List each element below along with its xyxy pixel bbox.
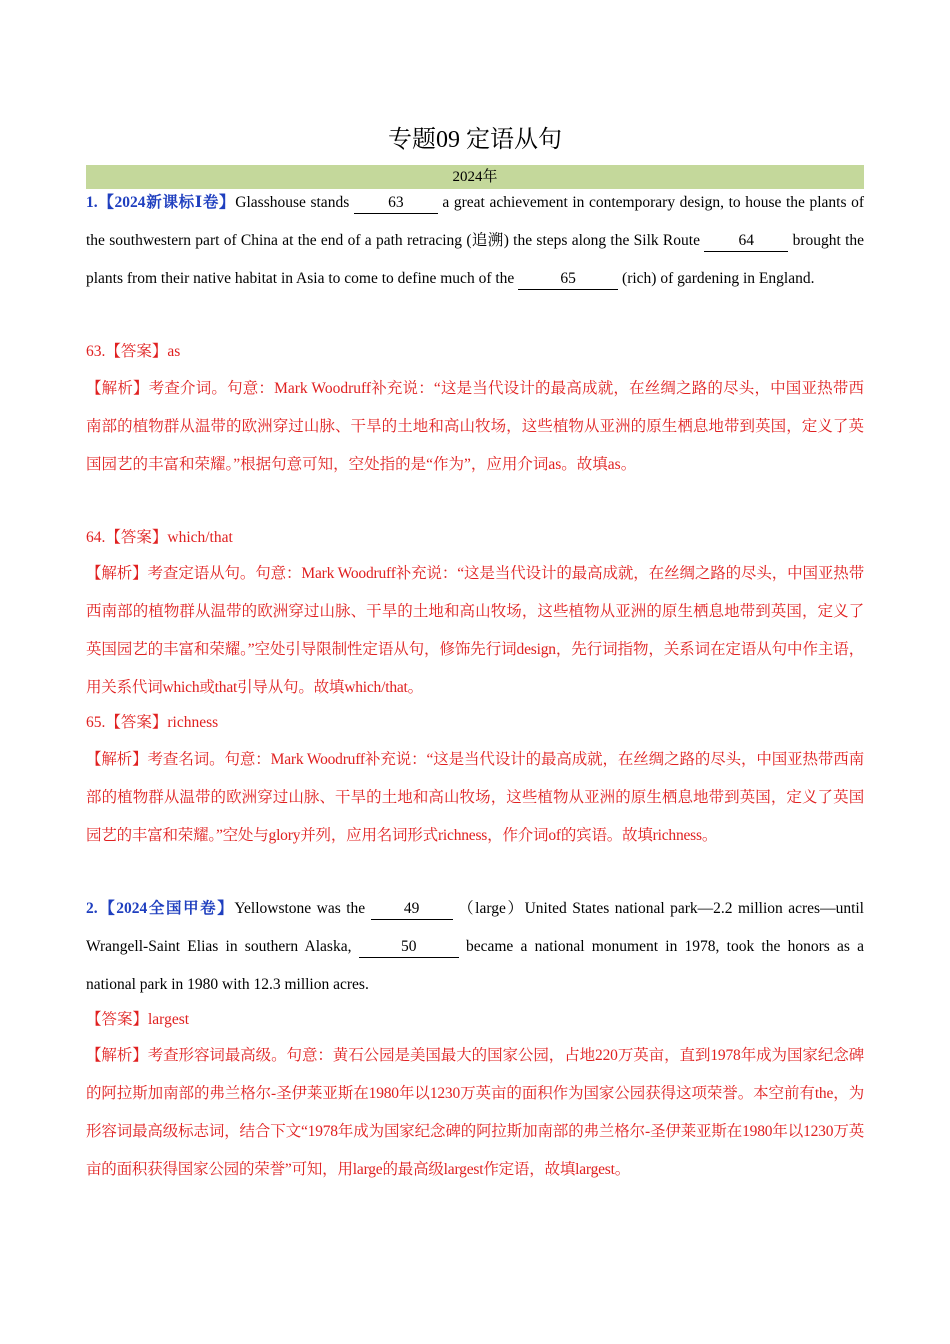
page-title: 专题09 定语从句: [388, 127, 562, 153]
blank-63: 63: [354, 193, 438, 214]
question-2-source: 【2024全国甲卷】: [97, 900, 235, 917]
question-2-text-b: （large）United States national park—2.2 million acres—until Wrangell-Saint Elias in southern Alaska,: [86, 900, 864, 955]
question-1-text-a: Glasshouse stands: [235, 194, 350, 211]
answer-2: 【答案】largest: [86, 1011, 190, 1028]
analysis-63: 【解析】考查介词。句意：Mark Woodruff补充说：“这是当代设计的最高成就，在丝绸之路的尽头，中国亚热带西南部的植物群从温带的欧洲穿过山脉、干旱的土地和高山牧场，这些植物从亚洲的原生栖息地带到英国，定义了英国园艺的丰富和荣耀。”根据句意可知，空处指的是“作为”，应用介词as。故填as。: [86, 380, 864, 473]
question-1-text-c: brought the plants from their native habitat in Asia to come to define much of the: [86, 232, 865, 287]
blank-49: 49: [371, 899, 453, 920]
blank-64: 64: [704, 231, 788, 252]
analysis-2: 【解析】考查形容词最高级。句意：黄石公园是美国最大的国家公园，占地220万英亩，直到1978年成为国家纪念碑的阿拉斯加南部的弗兰格尔-圣伊莱亚斯在1980年以1230万英亩的面积作为国家公园获得这项荣誉。本空前有the，为形容词最高级标志词，结合下文“1978年成为国家纪念碑的阿拉斯加南部的弗兰格尔-圣伊莱亚斯在1980年以1230万英亩的面积获得国家公园的荣誉”可知，用large的最高级largest作定语，故填largest。: [86, 1047, 864, 1178]
blank-50: 50: [359, 937, 459, 958]
blank-65: 65: [518, 269, 618, 290]
year-header: 2024年: [86, 165, 864, 189]
question-1-number: 1.: [86, 194, 98, 211]
answer-64: 64.【答案】which/that: [86, 529, 233, 546]
question-2: [86, 890, 864, 1004]
question-2-number: 2.: [86, 900, 98, 917]
question-1-text-b: a great achievement in contemporary design, to house the plants of the southwestern part of China at the end of a path retracing (追溯) the steps along the Silk Route: [86, 194, 865, 249]
answer-63: 63.【答案】as: [86, 343, 181, 360]
answer-65: 65.【答案】richness: [86, 714, 219, 731]
question-1: [86, 184, 864, 298]
question-2-text-a: Yellowstone was the: [234, 900, 366, 917]
question-1-text-d: (rich) of gardening in England.: [622, 270, 815, 287]
question-1-source: 【2024新课标Ⅰ卷】: [97, 194, 236, 211]
question-2-text-c: became a national monument in 1978, took the honors as a national park in 1980 with 12.3 million acres.: [86, 938, 865, 993]
analysis-65: 【解析】考查名词。句意：Mark Woodruff补充说：“这是当代设计的最高成就，在丝绸之路的尽头，中国亚热带西南部的植物群从温带的欧洲穿过山脉、干旱的土地和高山牧场，这些植物从亚洲的原生栖息地带到英国，定义了英国园艺的丰富和荣耀。”空处与glory并列，应用名词形式richness，作介词of的宾语。故填richness。: [86, 751, 864, 844]
analysis-64: 【解析】考查定语从句。句意：Mark Woodruff补充说：“这是当代设计的最高成就，在丝绸之路的尽头，中国亚热带西南部的植物群从温带的欧洲穿过山脉、干旱的土地和高山牧场，这些植物从亚洲的原生栖息地带到英国，定义了英国园艺的丰富和荣耀。”空处引导限制性定语从句，修饰先行词design，先行词指物，关系词在定语从句中作主语，用关系代词which或that引导从句。故填which/that。: [86, 565, 864, 696]
